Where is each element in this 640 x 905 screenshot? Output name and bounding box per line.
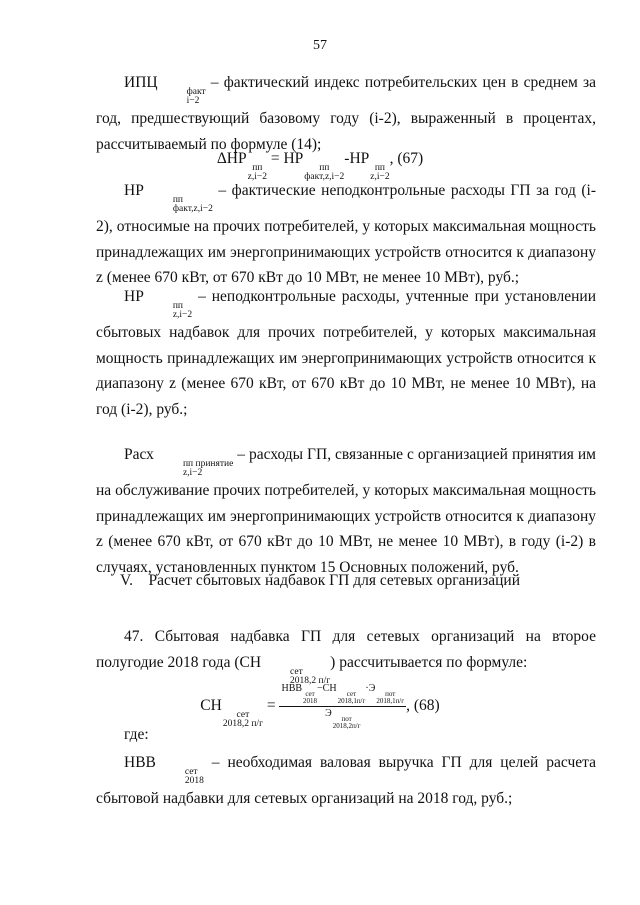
formula-67: ΔНР пп z,i−2 = НР пп факт,z,i−2 -НР пп z,i−2 , (67)	[216, 150, 424, 182]
paragraph-nvv: НВВ сет 2018 – необходимая валовая выручка ГП для целей расчета сбытовой надбавки для сетевых организаций на 2018 год, руб.;	[96, 754, 596, 807]
paragraph-nr-fact: НР пп факт,z,i−2 – фактические неподконтрольные расходы ГП за год (i-2), относимые на прочих потребителей, у которых максимальная мощность принадлежащих им энергопринимающих устройств относится к диапазону z (менее 670 кВт, от 670 кВт до 10 МВт, не менее 10 МВт), руб.;	[96, 182, 596, 286]
paragraph-nr: НР пп z,i−2 – неподконтрольные расходы, учтенные при установлении сбытовых надбавок для прочих потребителей, у которых максимальная мощность принадлежащих им энергопринимающих устройств относится к диапазону z (менее 670 кВт, от 670 кВт до 10 МВт, не менее 10 МВт), на год (i-2), руб.;	[96, 288, 596, 418]
paragraph-ipc: ИПЦ факт i−2 – фактический индекс потребительских цен в среднем за год, предшествующий базовому году (i-2), выраженный в процентах, рассчитываемый по формуле (14);	[96, 74, 596, 153]
symbol-ipc: ИПЦ	[124, 74, 158, 91]
symbol-ipc-indices: факт i−2	[186, 87, 206, 106]
paragraph-47: 47. Сбытовая надбавка ГП для сетевых организаций на второе полугодие 2018 года (СН сет 2018,2 п/г ) рассчитывается по формуле:	[96, 628, 596, 686]
formula-68-numerator: НВВ сет 2018 −СН сет 2018,1п/г ·Э пот 2018,1п/г	[281, 683, 405, 705]
page-number: 57	[313, 38, 327, 53]
formula-68: СН сет 2018,2 п/г = НВВ сет 2018 −СН сет 2018,1п/г ·Э пот 2018,1п/г Э пот 2018,2п/г , (68)	[200, 683, 440, 730]
formula-68-denominator: Э пот 2018,2п/г	[325, 708, 361, 730]
section-heading: V. Расчет сбытовых надбавок ГП для сетевых организаций	[119, 572, 521, 589]
where-label: где:	[124, 726, 149, 743]
paragraph-rash: Расх пп принятие z,i−2 – расходы ГП, связанные с организацией принятия им на обслуживание прочих потребителей, у которых максимальная мощность принадлежащих им энергопринимающих устройств относится к диапазону z (менее 670 кВт, от 670 кВт до 10 МВт, не менее 10 МВт), в году (i-2) в случаях, установленных пунктом 15 Основных положений, руб.	[96, 446, 596, 576]
